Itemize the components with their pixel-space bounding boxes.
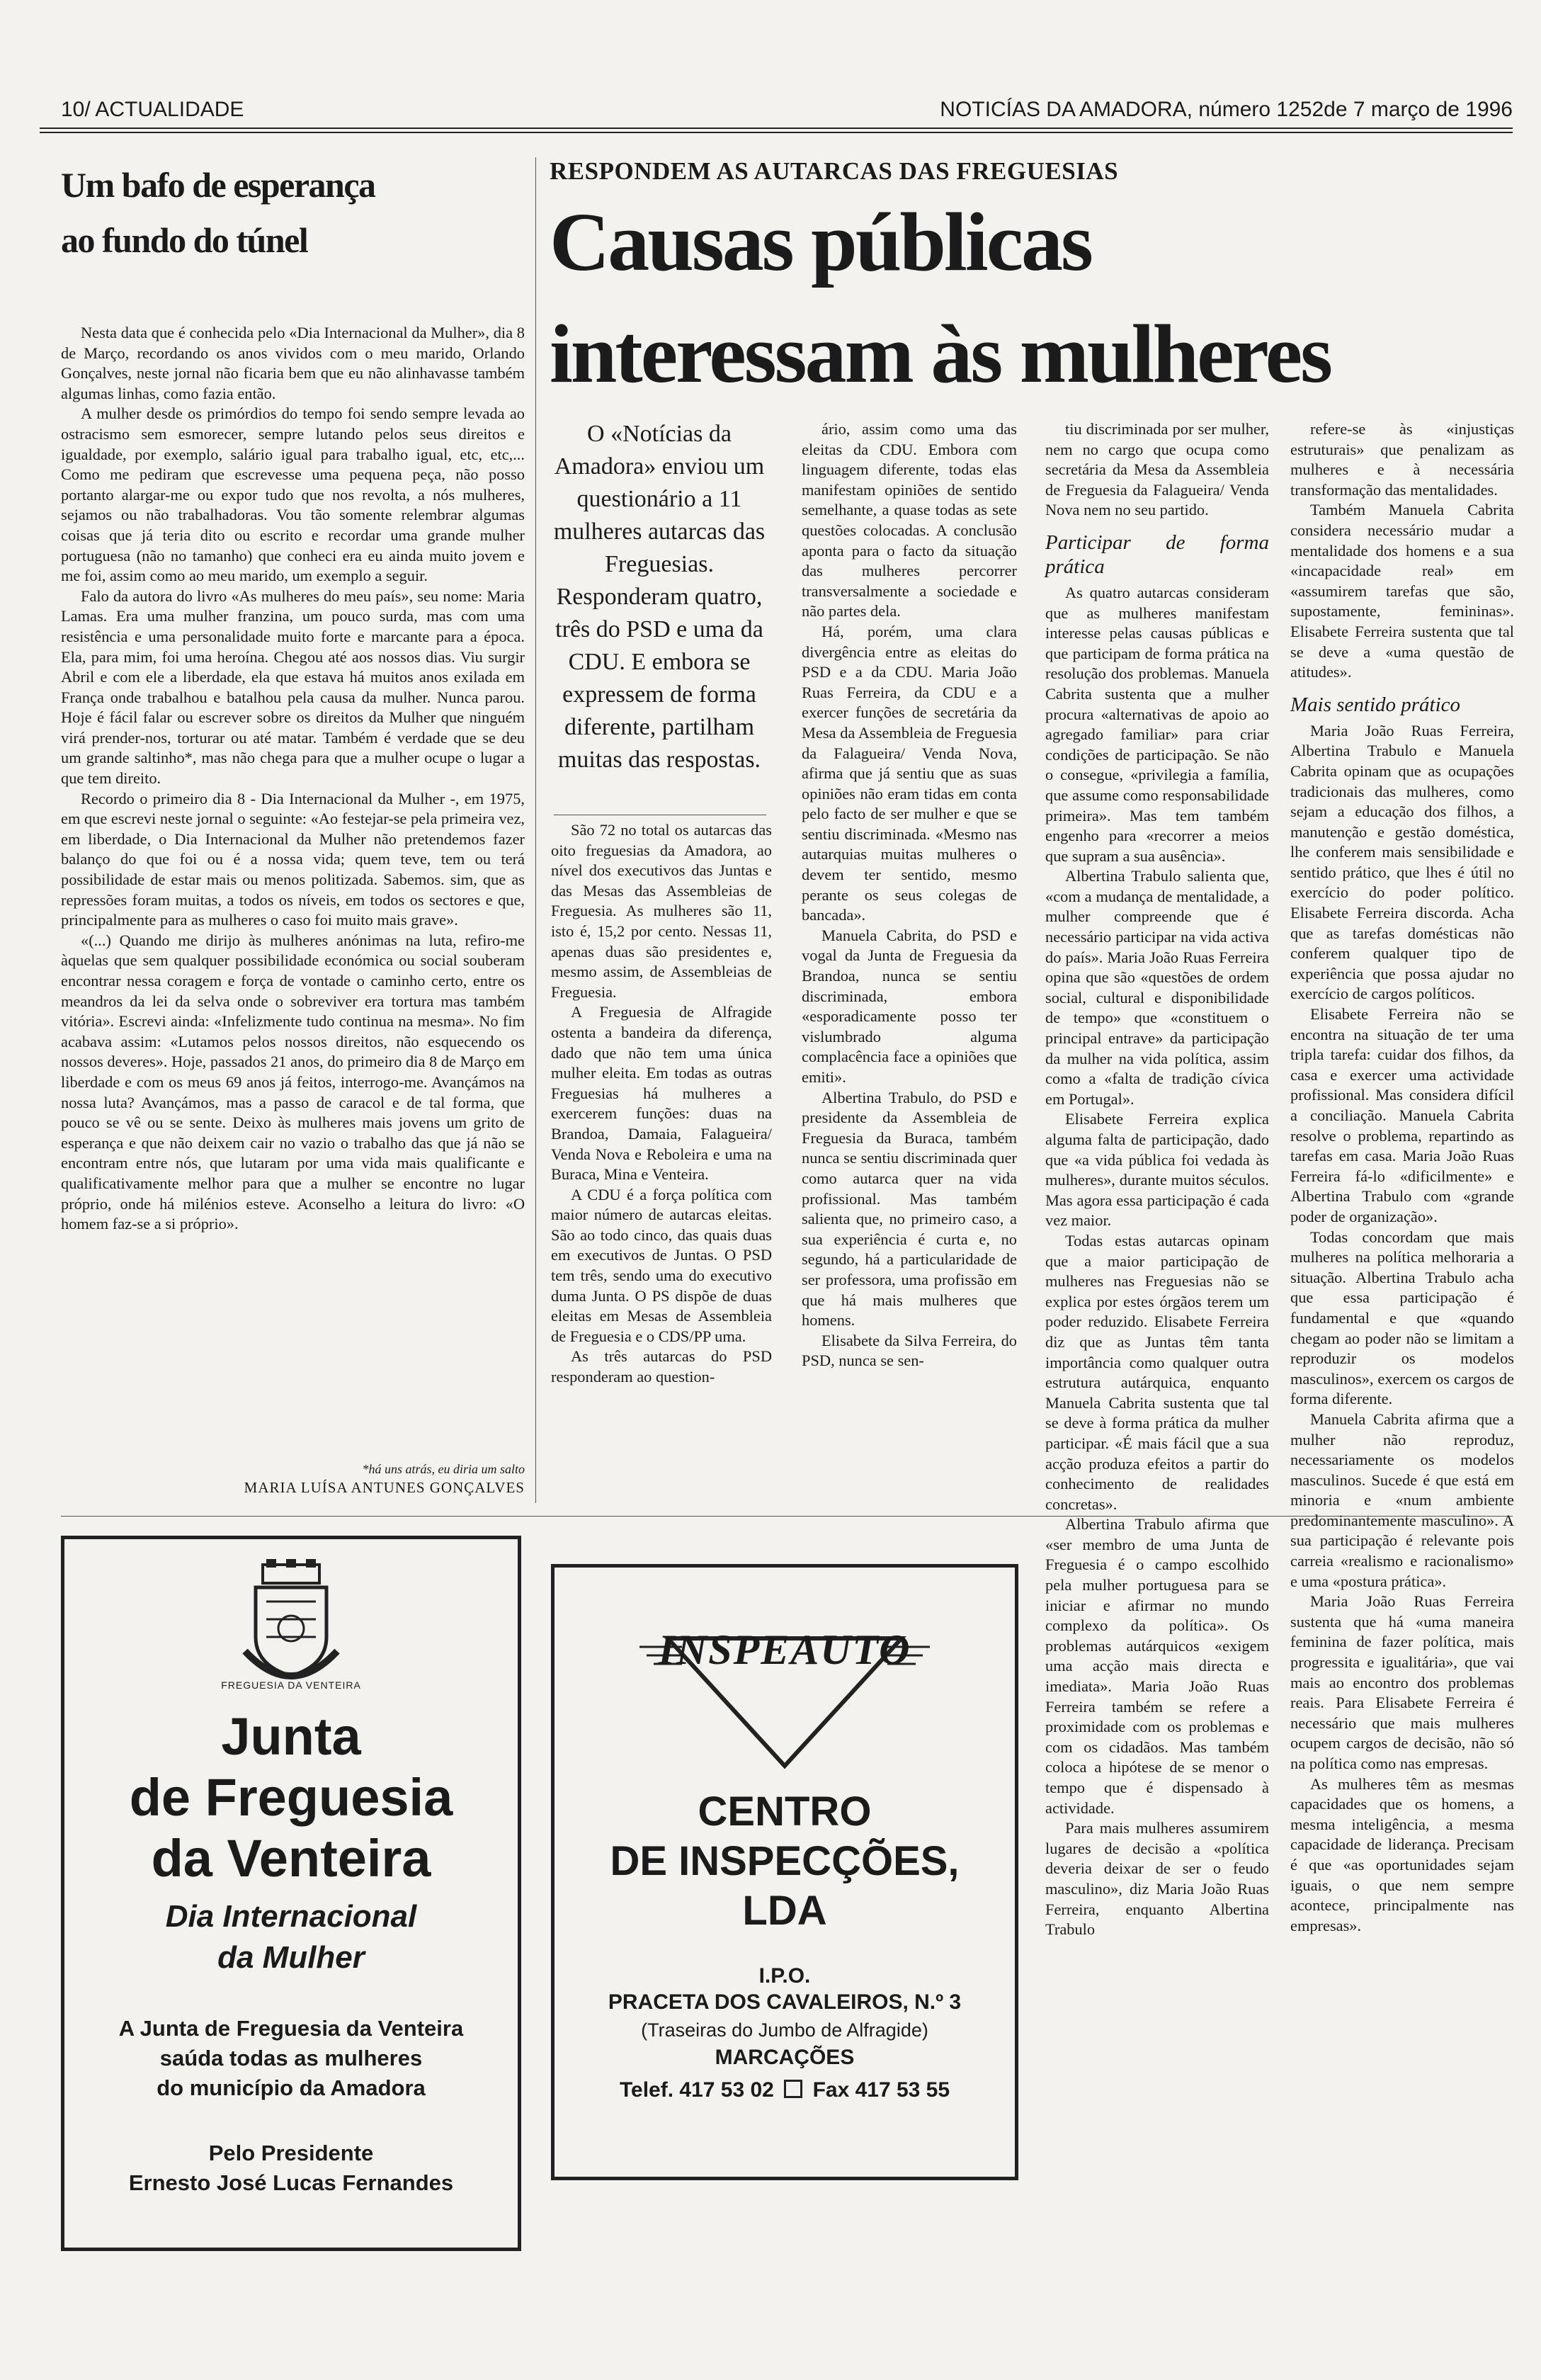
header-rule — [40, 128, 1513, 129]
main-lead: O «Notícias da Amadora» enviou um questionário a 11 mulheres autarcas das Freguesias. Responderam quatro, três do PSD e uma da CDU. E embora se expressem de forma diferente, partilham muitas das respostas. — [553, 421, 766, 773]
main-column-3: tiu discriminada por ser mulher, nem no cargo que ocupa como secretária da Mesa da Assembleia de Freguesia da Falagueira/ Venda Nova nem no seu partido. Participar de forma prática As quatro autarcas consideram que as mulheres manifestam interesse pelas causas públicas e que participam de forma prática na resolução dos problemas. Manuela Cabrita sustenta que a mulher procura «alternativas de apoio ao agregado familiar» para criar condições de participação. Se não o consegue, «privilegia a família, que assume como responsabilidade primeira». Mas tem também engenho para «recorrer a meios que supram a sua ausência». Albertina Trabulo salienta que, «com a mudança de mentalidade, a mulher compreende que é necessário participar na vida activa do país». Maria João Ruas Ferreira opina que são «questões de ordem social, cultural e disponibilidade de tempo» que «constituem o principal entrave» da participação da mulher na vida política, assim como a «falta de tradição cívica em Portugal». Elisabete Ferreira explica alguma falta de participação, dado que «a vida pública foi vedada às mulheres», durante muitos séculos. Mas agora essa participação é cada vez maior. Todas estas autarcas opinam que a maior participação de mulheres nas Freguesias não se explica por estes órgãos terem um poder reduzido. Elisabete Ferreira diz que as Juntas têm tanta importância como qualquer outra estrutura autárquica, enquanto Manuela Cabrita sustenta que tal se deve à forma prática da mulher participar. «É mais fácil que a sua acção produza efeitos a partir do conhecimento de realidades concretas». Albertina Trabulo afirma que «ser membro de uma Junta de Freguesia é o campo escolhido pela mulher portuguesa para se iniciar e afirmar no mundo complexo da política». Os problemas autárquicos «exigem uma acção mais directa e imediata». Maria João Ruas Ferreira também se refere a proximidade com os problemas e com os cidadãos. Mas também coloca a hipótese de se menor o tempo que é dispensado à actividade. Para mais mulheres assumirem lugares de decisão a «política deveria deixar de ser o feudo masculino», diz Maria João Ruas Ferreira, enquanto Albertina Trabulo — [1045, 420, 1269, 1939]
main-column-4: refere-se às «injustiças estruturais» que penalizam as mulheres e à necessária transformação das mentalidades. Também Manuela Cabrita considera necessário mudar a mentalidade dos homens e a sua «incapacidade real» em «assumirem tarefas que são, supostamente, femininas». Elisabete Ferreira sustenta que tal se deve a «uma questão de atitudes». Mais sentido prático Maria João Ruas Ferreira, Albertina Trabulo e Manuela Cabrita opinam que as ocupações tradicionais das mulheres, como sejam a educação dos filhos, a manutenção e gestão doméstica, lhe conferem mais sensibilidade e sentido prático, que lhes é útil no exercício do poder político. Elisabete Ferreira discorda. Acha que as tarefas domésticas não conferem qualquer tipo de experiência que possa ajudar no exercício de cargos políticos. Elisabete Ferreira não se encontra na situação de ter uma tripla tarefa: cuidar dos filhos, da casa e exercer uma actividade profissional. Mas considera difícil a conciliação. Manuela Cabrita resolve o problema, repartindo as tarefas em casa. Maria João Ruas Ferreira fá-lo «dificilmente» e Albertina Trabulo com «grande poder de organização». Todas concordam que mais mulheres na política melhoraria a situação. Albertina Trabulo acha que essa participação é fundamental e que «quando chegam ao poder não se limitam a reproduzir os modelos masculinos», exercem os cargos de forma diferente. Manuela Cabrita afirma que a mulher não reproduz, necessariamente os modelos masculinos. Sucede é que está em minoria e «num ambiente predominantemente masculino». A sua participação é relevante pois carreia «realismo e racionalismo» e uma «postura prática». Maria João Ruas Ferreira sustenta que há «uma maneira feminina de fazer política, mais progressita e igualitária», que vai mais ao encontro dos problemas reais. Para Elisabete Ferreira é necessário que mais mulheres ocupem cargos de decisão, não só na política como nas empresas. As mulheres têm as mesmas capacidades que os homens, a mesma inteligência, a mesma capacidade de liderança. Precisam é que «as oportunidades sejam iguais, o que nem sempre acontece, principalmente nas empresas». — [1290, 420, 1514, 1934]
venteira-subtitle-2: da Mulher — [217, 1940, 365, 1975]
inspeauto-phone: Telef. 417 53 02 — [619, 2078, 774, 2102]
venteira-ad — [61, 1536, 521, 2251]
inspeauto-name-3: LDA — [742, 1888, 827, 1934]
triangle-logo-icon — [639, 1596, 930, 1773]
inspeauto-logo: INSPEAUTO — [658, 1626, 911, 1673]
venteira-title-3: da Venteira — [151, 1829, 431, 1888]
inspeauto-bookings: MARCAÇÕES — [715, 2046, 855, 2069]
venteira-message-2: saúda todas as mulheres — [159, 2046, 423, 2070]
venteira-subtitle-1: Dia Internacional — [165, 1899, 417, 1934]
inspeauto-name-2: DE INSPECÇÕES, — [610, 1838, 960, 1884]
subhead-mais-sentido: Mais sentido prático — [1290, 693, 1461, 716]
section-label: 10/ ACTUALIDADE — [61, 98, 244, 121]
left-article-body: Nesta data que é conhecida pelo «Dia Internacional da Mulher», dia 8 de Março, recordando os anos vividos com o meu marido, Orlando Gonçalves, neste jornal não ficaria bem que eu não alinhavasse também algumas linhas, como fazia então. A mulher desde os primórdios do tempo foi sendo sempre levada ao ostracismo sem esmorecer, sempre lutando pelos seus direitos e igualdade, por exemplo, salário igual para trabalho igual, etc, etc,... Como me pediram que escrevesse uma pequena peça, não posso portanto alargar-me ou expor tudo que nos revolta, a nós mulheres, sejamos ou não trabalhadoras. Vou tão somente relembrar algumas coisas que já teria dito ou escrito e recordar uma grande mulher portuguesa (não no tamanho) que conheci era eu ainda muito jovem e me foi, assim como ao meu marido, um exemplo a seguir. Falo da autora do livro «As mulheres do meu país», seu nome: Maria Lamas. Era uma mulher franzina, um pouco surda, mas com uma resistência e uma personalidade muito forte e marcante para a época. Ela, para mim, foi uma heroína. Chegou até aos nossos dias. Viu surgir Abril e com ele a liberdade, ela que estava há muitos anos exilada em França onde trabalhou e batalhou pela causa da mulher. Nunca parou. Hoje é fácil falar ou escrever sobre os direitos da Mulher que ninguém virá prender-nos, torturar ou até matar. Também é verdade que se deu um grande saltinho*, mas não chega para que a mulher ocupe o lugar a que tem direito. Recordo o primeiro dia 8 - Dia Internacional da Mulher -, em 1975, em que escrevi neste jornal o seguinte: «Ao festejar-se pela primeira vez, em liberdade, o Dia Internacional da Mulher não pretendemos fazer balanço do que foi ou é a nossa vida; quem teve, tem ou terá possibilidade de estar mais ou menos politizada. Sabemos. sim, que as repressões foram muitas, a todos os níveis, em todos os sectores e que, principalmente para as mulheres o caso foi muito mais grave». «(...) Quando me dirijo às mulheres anónimas na luta, refiro-me àquelas que sem qualquer possibilidade económica ou social souberam encontrar nessa coragem e força de vontade o caminho certo, entre os meandros da lei da selva onde o sobreviver era tortura mas também vitória». Escrevi ainda: «Infelizmente tudo continua na mesma». No fim acabava assim: «Lutamos pelos nossos direitos, não esquecendo os nossos deveres». Hoje, passados 21 anos, do primeiro dia 8 de Março em liberdade e com os meus 69 anos já feitos, interrogo-me. Avançámos na nossa luta? Avançámos, mas a passo de caracol e de tal forma, que pouco se vê ou se sente. Deixo às mulheres mais jovens um grito de esperança e que não deixem cair no vazio o trabalho das que já não se encontram entre nós, que lutaram por uma vida mais qualificante e qualificativamente melhor para que a mulher se encontre no lugar próprio, onde há milénios esteve. Aconselho a leitura do livro: «O homem faz-se a si próprio». — [61, 324, 525, 1233]
main-column-1: São 72 no total os autarcas das oito freguesias da Amadora, ao nível dos executivos das Juntas e das Mesas das Assembleias de Freguesia. As mulheres são 11, isto é, 15,2 por cento. Nessas 11, apenas duas são presidentes e, mesmo assim, de Assembleias de Freguesia. A Freguesia de Alfragide ostenta a bandeira da diferença, dado que não tem uma única mulher eleita. Em todas as outras Freguesias há mulheres a exercerem funções: duas na Brandoa, Damaia, Falagueira/ Venda Nova e Reboleira e uma na Buraca, Mina e Venteira. A CDU é a força política com maior número de autarcas eleitas. São ao todo cinco, das quais duas em executivos de Juntas. O PSD tem três, sendo uma do executivo duma Junta. O PS dispõe de duas eleitas em Mesas de Assembleia de Freguesia e o CDS/PP uma. As três autarcas do PSD responderam ao question- — [551, 821, 772, 1386]
inspeauto-ad — [551, 1564, 1018, 2180]
left-article-footnote: *há uns atrás, eu diria um salto — [362, 1462, 525, 1476]
main-headline-line2: interessam às mulheres — [550, 307, 1331, 400]
inspeauto-fax: Fax 417 53 55 — [812, 2078, 950, 2102]
fax-box-icon — [784, 2080, 802, 2098]
venteira-message-1: A Junta de Freguesia da Venteira — [118, 2016, 464, 2041]
header-rule-2 — [40, 132, 1513, 133]
venteira-title-1: Junta — [221, 1707, 361, 1766]
inspeauto-logo-area — [555, 1568, 1015, 1780]
publication-line: NOTICÍAS DA AMADORA, número 1252de 7 março de 1996 — [940, 98, 1513, 121]
left-article-title: Um bafo de esperança ao fundo do túnel — [61, 165, 375, 260]
left-article-author: MARIA LUÍSA ANTUNES GONÇALVES — [244, 1479, 525, 1496]
inspeauto-name-1: CENTRO — [698, 1789, 872, 1835]
inspeauto-contacts — [555, 2072, 1015, 2109]
main-kicker: RESPONDEM AS AUTARCAS DAS FREGUESIAS — [550, 157, 1119, 185]
venteira-title-2: de Freguesia — [129, 1768, 453, 1827]
column-divider — [535, 157, 536, 1503]
inspeauto-address: PRACETA DOS CAVALEIROS, N.º 3 — [608, 1990, 962, 2014]
venteira-signoff-2: Ernesto José Lucas Fernandes — [128, 2170, 454, 2195]
inspeauto-ipo: I.P.O. — [758, 1964, 811, 1988]
seal-text: FREGUESIA DA VENTEIRA — [221, 1679, 361, 1691]
venteira-message-3: do município da Amadora — [157, 2075, 426, 2100]
main-column-2: ário, assim como uma das eleitas da CDU. Embora com linguagem diferente, todas elas manifestam opiniões de sentido semelhante, a quase todas as sete questões colocadas. A conclusão aponta para o facto da situação das mulheres percorrer transversalmente a sociedade e não partes dela. Há, porém, uma clara divergência entre as eleitas do PSD e a da CDU. Maria João Ruas Ferreira, da CDU e a exercer funções de secretária da Mesa da Assembleia de Freguesia da Falagueira/ Venda Nova, afirma que já sentiu que as suas opiniões não eram tidas em conta pelo facto de ser mulher e que se sentiu discriminada. «Mesmo nas autarquias muitas mulheres o devem ter sentido, mesmo perante os seus colegas de bancada». Manuela Cabrita, do PSD e vogal da Junta de Freguesia da Brandoa, nunca se sentiu discriminada, embora «esporadicamente posso ter vislumbrado alguma complacência face a opiniões que emiti». Albertina Trabulo, do PSD e presidente da Assembleia de Freguesia da Buraca, também nunca se sentiu discriminada quer como autarca quer na vida profissional. Mas também salienta que, no primeiro caso, a sua experiência é curta e, no segundo, há a particularidade de ser professora, uma profissão em que há mais mulheres que homens. Elisabete da Silva Ferreira, do PSD, nunca se sen- — [802, 420, 1017, 1370]
main-headline-line1: Causas públicas — [550, 196, 1091, 288]
venteira-signoff-1: Pelo Presidente — [208, 2141, 374, 2165]
subhead-participar: Participar de forma prática — [1045, 531, 1269, 578]
inspeauto-address-note: (Traseiras do Jumbo de Alfragide) — [641, 2019, 928, 2041]
